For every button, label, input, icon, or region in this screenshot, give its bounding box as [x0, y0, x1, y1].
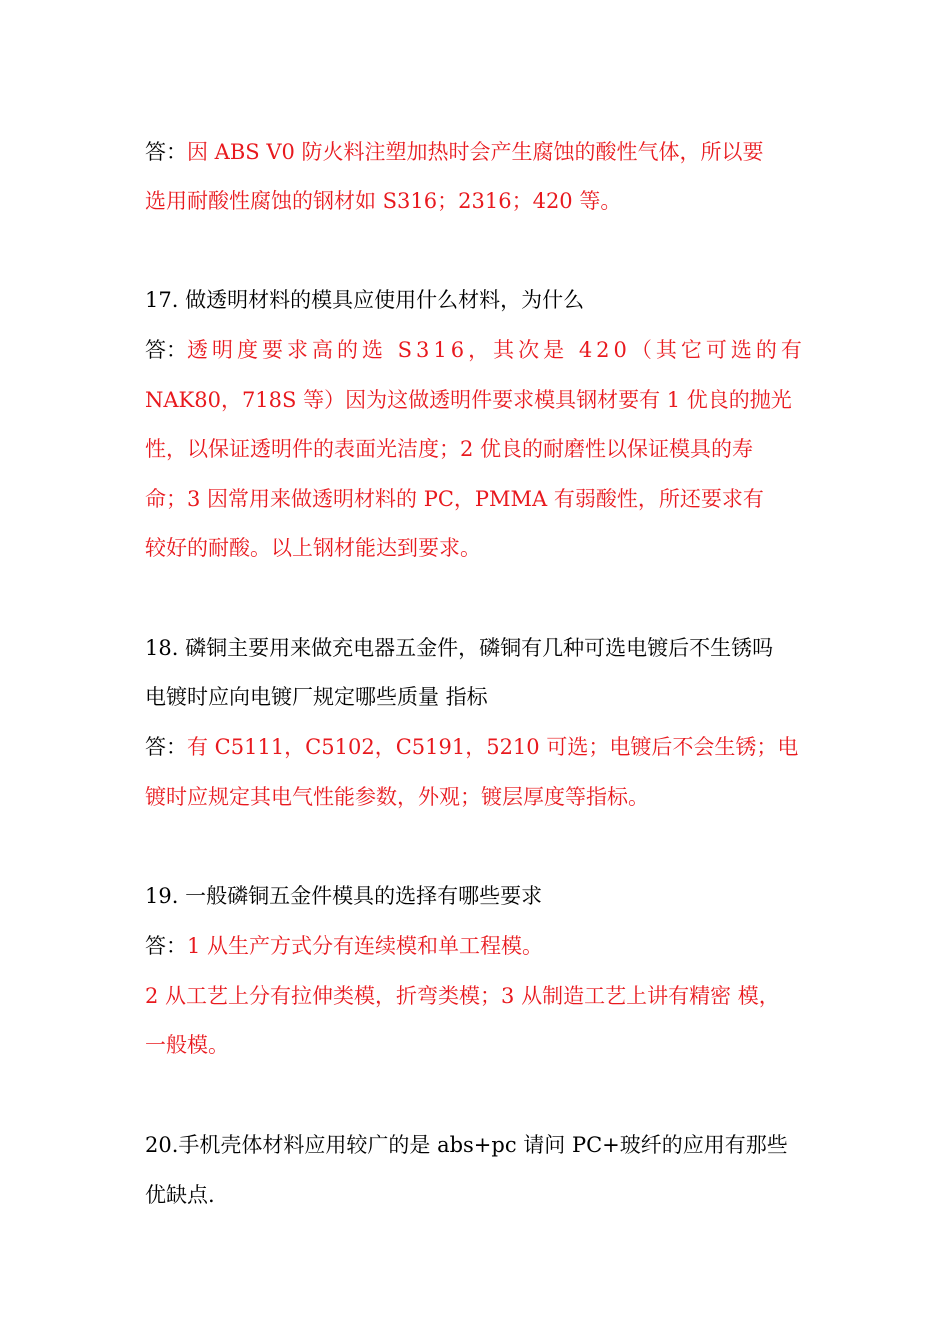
document-page [145, 0, 810, 1344]
question-19: 19. 一般磷铜五金件模具的选择有哪些要求 [145, 884, 543, 908]
answer-16-line-2: 选用耐酸性腐蚀的钢材如 S316；2316；420 等。 [145, 189, 622, 213]
question-20-line-2: 优缺点. [145, 1183, 215, 1207]
answer-19-line-3: 一般模。 [145, 1033, 229, 1057]
answer-label: 答： [145, 338, 187, 362]
question-17: 17. 做透明材料的模具应使用什么材料，为什么 [145, 288, 585, 312]
answer-18-line-1 [145, 732, 810, 762]
answer-17-line-1 [145, 335, 810, 365]
answer-text: 有 C5111，C5102，C5191，5210 可选；电镀后不会生锈；电 [187, 735, 799, 759]
answer-17-line-3: 性，以保证透明件的表面光洁度；2 优良的耐磨性以保证模具的寿 [145, 437, 754, 461]
question-18-line-1: 18. 磷铜主要用来做充电器五金件，磷铜有几种可选电镀后不生锈吗 [145, 636, 774, 660]
answer-label: 答： [145, 140, 187, 164]
answer-17-line-4: 命；3 因常用来做透明材料的 PC，PMMA 有弱酸性，所还要求有 [145, 487, 764, 511]
answer-16-line-1 [145, 137, 810, 167]
answer-19-line-2: 2 从工艺上分有拉伸类模，折弯类模；3 从制造工艺上讲有精密 模， [145, 984, 780, 1008]
answer-text: 因 ABS V0 防火料注塑加热时会产生腐蚀的酸性气体，所以要 [187, 140, 764, 164]
answer-17-line-2: NAK80，718S 等）因为这做透明件要求模具钢材要有 1 优良的抛光 [145, 388, 792, 412]
answer-label: 答： [145, 934, 187, 958]
question-18-line-2: 电镀时应向电镀厂规定哪些质量 指标 [145, 685, 488, 709]
answer-17-line-5: 较好的耐酸。以上钢材能达到要求。 [145, 536, 481, 560]
answer-18-line-2: 镀时应规定其电气性能参数，外观；镀层厚度等指标。 [145, 785, 649, 809]
answer-label: 答： [145, 735, 187, 759]
answer-text: 1 从生产方式分有连续模和单工程模。 [187, 934, 544, 958]
question-20-line-1: 20.手机壳体材料应用较广的是 abs+pc 请问 PC+玻纤的应用有那些 [145, 1133, 788, 1157]
answer-19-line-1 [145, 931, 810, 961]
answer-text: 透明度要求高的选 S316，其次是 420（其它可选的有 [187, 338, 806, 362]
